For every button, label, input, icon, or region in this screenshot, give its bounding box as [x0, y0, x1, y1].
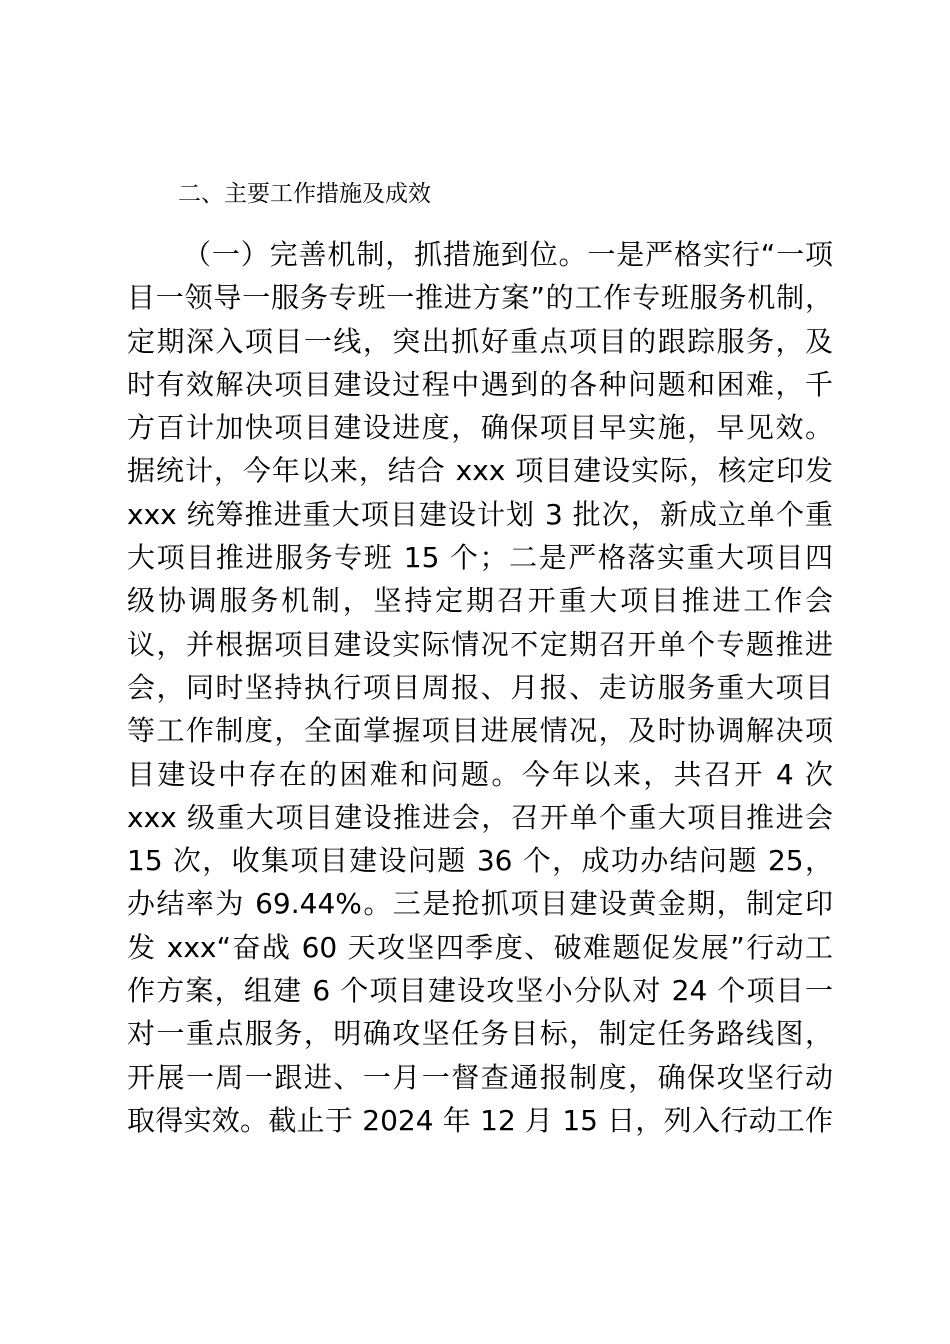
paragraph-line: 作方案，组建 6 个项目建设攻坚小分队对 24 个项目一: [127, 974, 833, 1008]
paragraph-line: 办结率为 69.44%。三是抢抓项目建设黄金期，制定印: [127, 887, 833, 921]
paragraph-line: 据统计，今年以来，结合 xxx 项目建设实际，核定印发: [127, 454, 833, 488]
paragraph-line: 目建设中存在的困难和问题。今年以来，共召开 4 次: [127, 757, 833, 791]
paragraph-line: 取得实效。截止于 2024 年 12 月 15 日，列入行动工作: [127, 1103, 833, 1137]
paragraph-line: 发 xxx“奋战 60 天攻坚四季度、破难题促发展”行动工: [127, 930, 833, 964]
paragraph-line: 等工作制度，全面掌握项目进展情况，及时协调解决项: [127, 714, 833, 748]
paragraph-line: 15 次，收集项目建设问题 36 个，成功办结问题 25，: [127, 844, 833, 878]
paragraph-line: xxx 级重大项目建设推进会，召开单个重大项目推进会: [127, 800, 833, 834]
paragraph-line: 开展一周一跟进、一月一督查通报制度，确保攻坚行动: [127, 1060, 833, 1094]
paragraph-line: 时有效解决项目建设过程中遇到的各种问题和困难，千: [127, 367, 833, 401]
paragraph-line: 方百计加快项目建设进度，确保项目早实施，早见效。: [127, 411, 833, 445]
section-heading: 二、主要工作措施及成效: [178, 181, 431, 207]
paragraph-line: （一）完善机制，抓措施到位。一是严格实行“一项: [183, 238, 833, 271]
paragraph-line: 级协调服务机制，坚持定期召开重大项目推进工作会: [127, 584, 833, 618]
paragraph-line: 大项目推进服务专班 15 个；二是严格落实重大项目四: [127, 541, 833, 575]
paragraph-line: 对一重点服务，明确攻坚任务目标，制定任务路线图，: [127, 1017, 833, 1051]
paragraph-line: 议，并根据项目建设实际情况不定期召开单个专题推进: [127, 627, 833, 661]
paragraph-line: 定期深入项目一线，突出抓好重点项目的跟踪服务，及: [127, 324, 833, 358]
paragraph-line: 目一领导一服务专班一推进方案”的工作专班服务机制，: [127, 281, 833, 315]
body-paragraph: [127, 233, 833, 1142]
paragraph-line: xxx 统筹推进重大项目建设计划 3 批次，新成立单个重: [127, 497, 833, 531]
paragraph-line: 会，同时坚持执行项目周报、月报、走访服务重大项目: [127, 670, 833, 704]
